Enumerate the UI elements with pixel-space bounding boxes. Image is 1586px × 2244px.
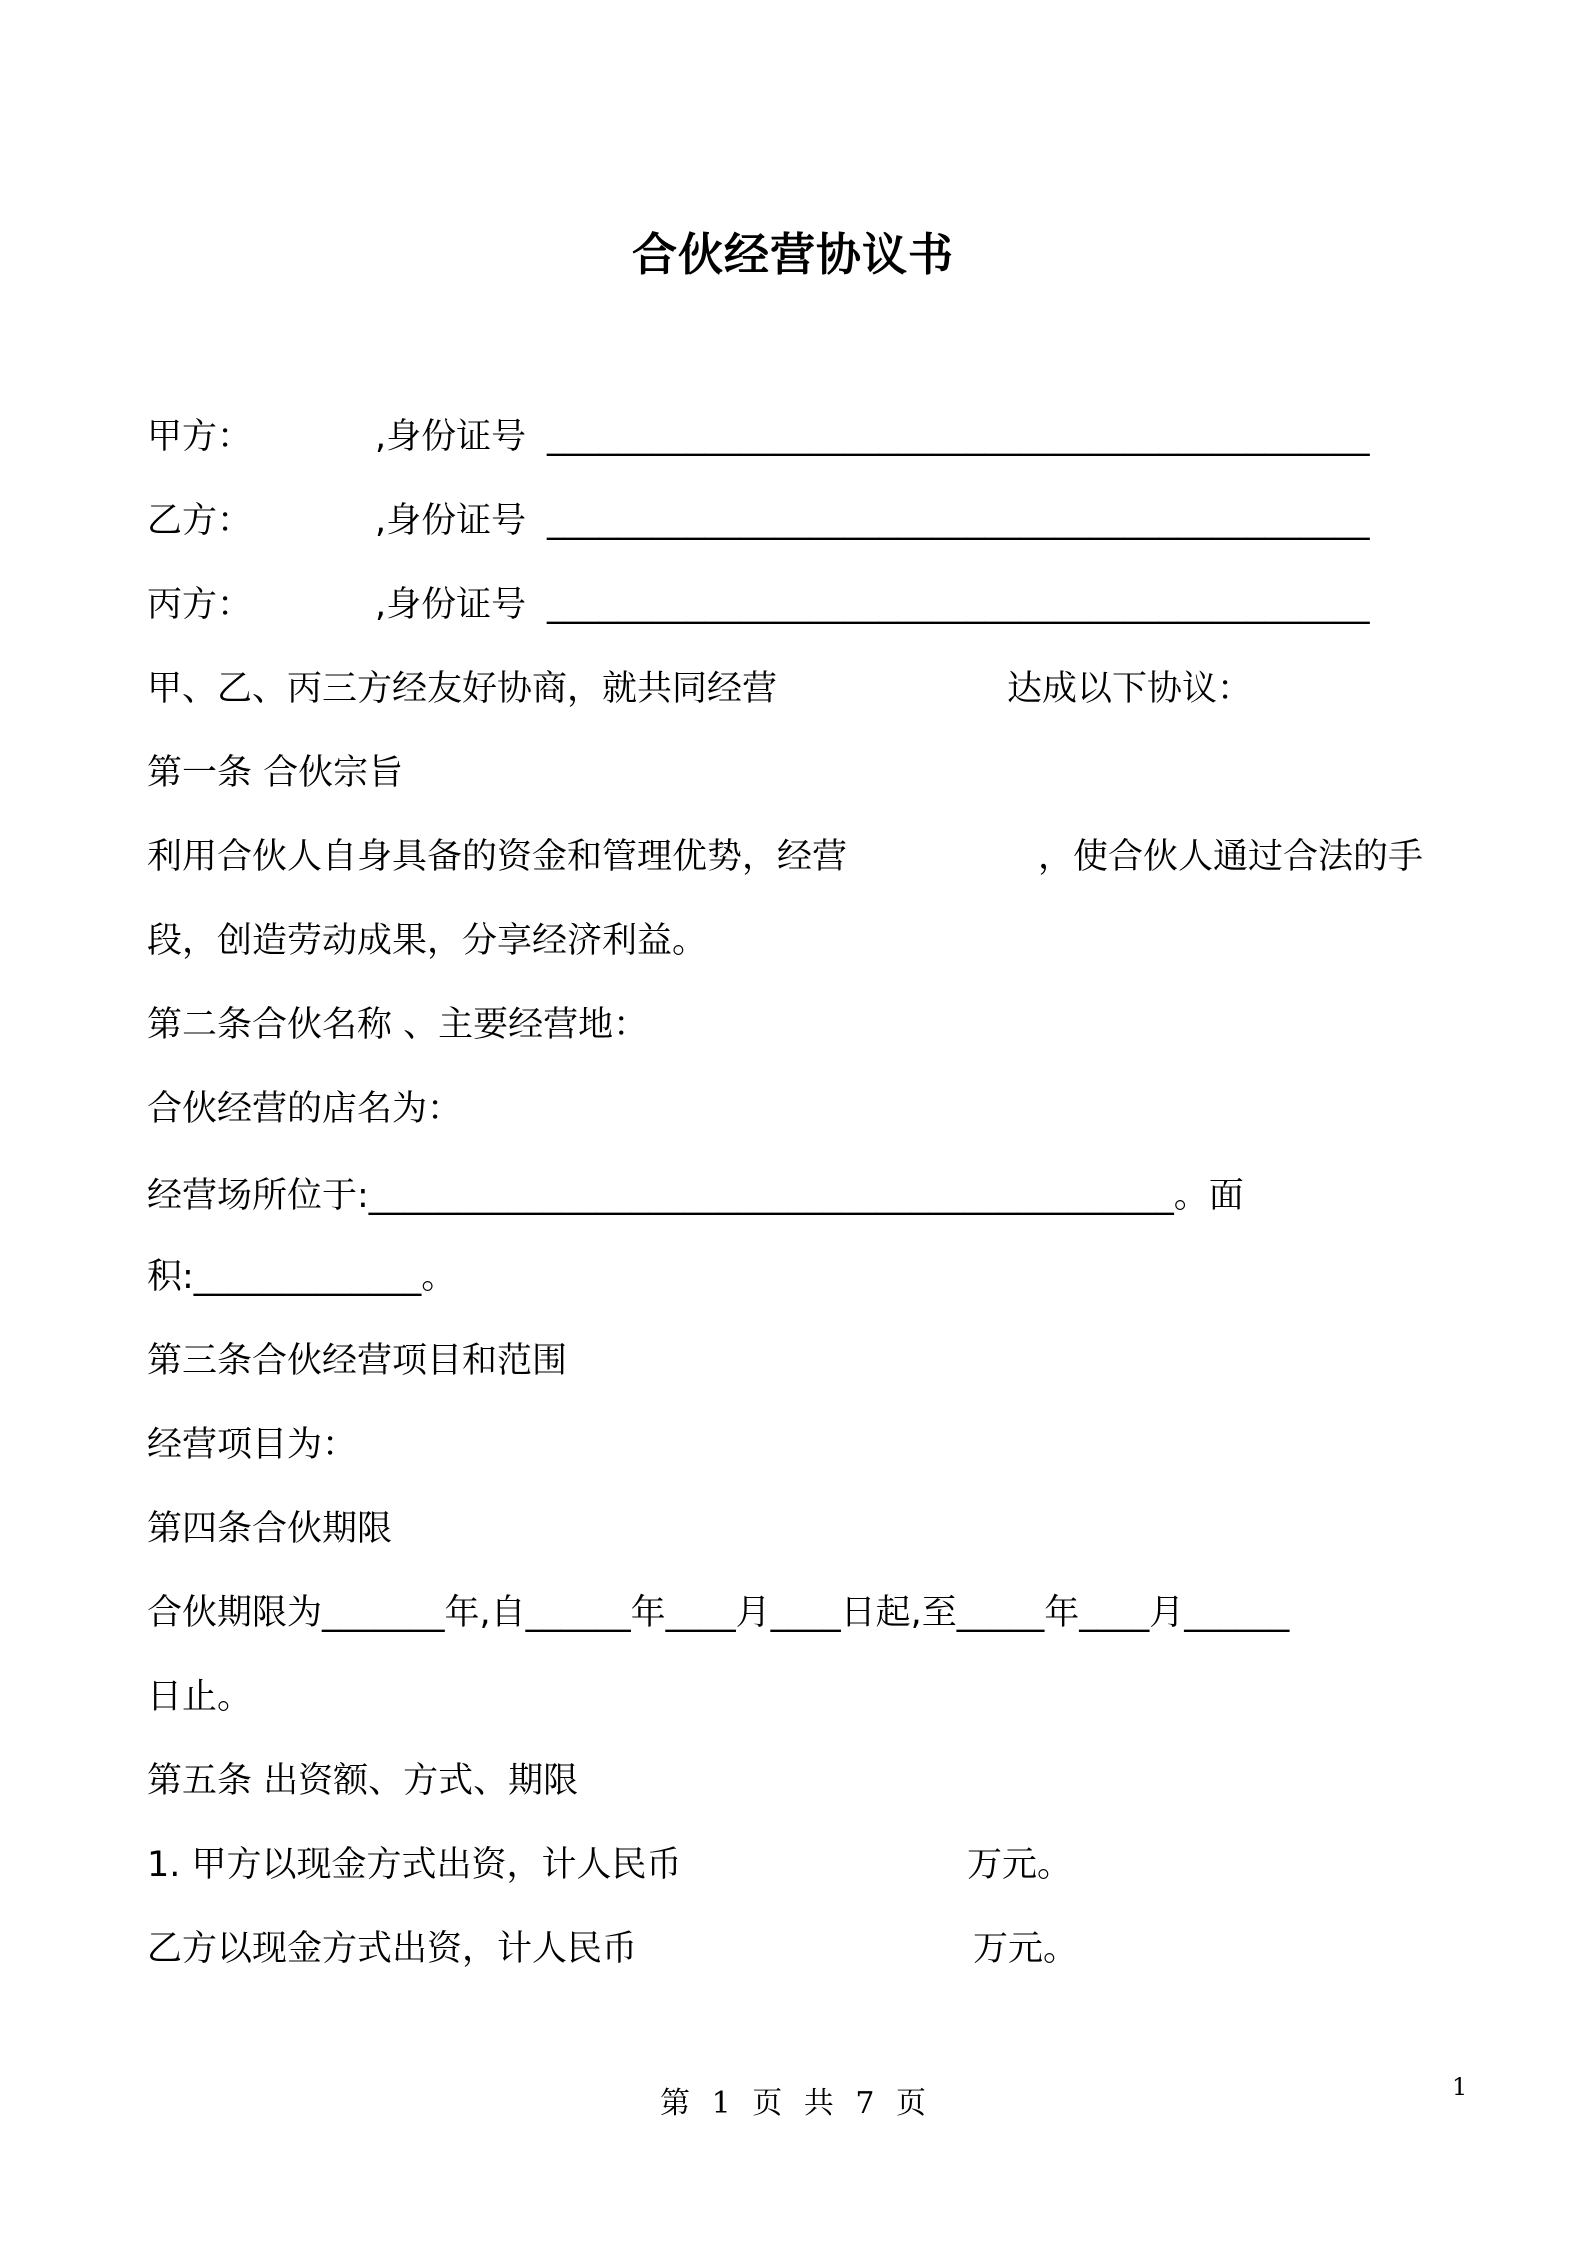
article-5-title: 第五条 出资额、方式、期限 [147,1761,579,1801]
article-4-term-line: 合伙期限为_______年,自______年____月____日起,至_____年____月______ [147,1593,1290,1633]
footer-word-ye-2: 页 [895,2086,926,2121]
party-id-underline: _______________________________________________ [547,501,1370,541]
intro-text-a: 甲、乙、丙三方经友好协商，就共同经营 [147,669,778,709]
article-5-text-b: 乙方以现金方式出资，计人民币 [147,1929,638,1969]
article-1-line-2: 段，创造劳动成果，分享经济利益。 [147,921,708,961]
page-number: 1 [1452,2073,1468,2101]
article-1-text-a: 利用合伙人自身具备的资金和管理优势，经营 [147,837,848,877]
article-4-term-end: 日止。 [147,1677,253,1717]
article-5-unit-a: 万元。 [967,1845,1073,1885]
page-footer [0,2078,1586,2122]
article-2-store-name: 合伙经营的店名为： [147,1089,463,1129]
footer-total-pages: 7 [855,2086,875,2121]
article-1-text-b: ，使合伙人通过合法的手 [1038,837,1424,877]
article-5-line-1 [147,1844,1073,1886]
article-5-text-a: 1. 甲方以现金方式出资，计人民币 [147,1845,682,1885]
article-4-title: 第四条合伙期限 [147,1509,393,1549]
article-2-location: 经营场所位于:______________________________________________。面 [147,1176,1244,1216]
article-1-line-1 [147,836,1424,878]
party-id-label: ,身份证号 [375,501,527,541]
footer-word-di: 第 [660,2086,691,2121]
party-id-label: ,身份证号 [375,585,527,625]
party-label: 甲方： [147,417,253,457]
party-row-b [147,500,1370,542]
party-row-a [147,416,1370,458]
article-2-title: 第二条合伙名称 、主要经营地： [147,1005,649,1045]
intro-text-b: 达成以下协议： [1007,669,1253,709]
party-id-underline: _______________________________________________ [547,417,1370,457]
article-3-items: 经营项目为： [147,1425,358,1465]
party-row-c [147,584,1370,626]
article-2-area: 积:_____________。 [147,1257,457,1297]
intro-line [147,668,1253,710]
article-5-line-2 [147,1928,1079,1970]
party-id-label: ,身份证号 [375,417,527,457]
party-id-underline: _______________________________________________ [547,585,1370,625]
article-3-title: 第三条合伙经营项目和范围 [147,1341,568,1381]
party-label: 乙方： [147,501,253,541]
article-5-unit-b: 万元。 [973,1929,1079,1969]
document-title: 合伙经营协议书 [631,228,954,281]
party-label: 丙方： [147,585,253,625]
article-1-title: 第一条 合伙宗旨 [147,753,404,793]
footer-word-ye: 页 [752,2086,783,2121]
footer-word-gong: 共 [803,2086,834,2121]
footer-current-page: 1 [711,2086,731,2121]
